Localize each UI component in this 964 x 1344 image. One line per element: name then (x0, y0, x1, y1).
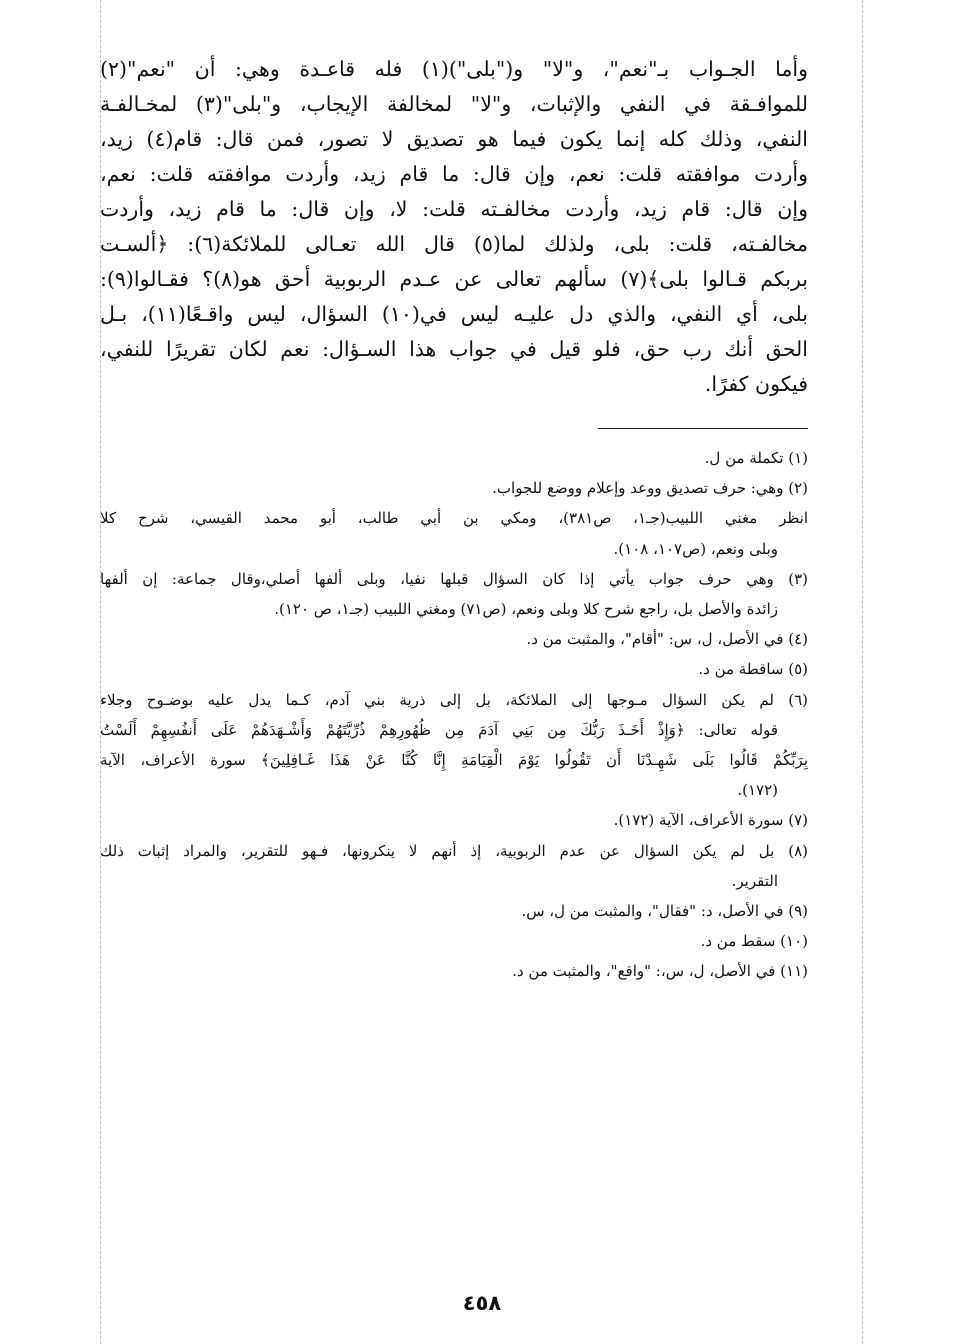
main-line: الحق أنك رب حق، فلو قيل في جواب هذا السـؤال: نعم لكان تقريرًا للنفي، (100, 337, 808, 361)
main-line: بربكم قـالوا بلى﴾(٧) سألهم تعالى عن عـدم الربوبية أحق هو(٨)؟ فقـالوا(٩): (100, 267, 808, 291)
footnote-line: (٤) في الأصل، ل، س: "أقام"، والمثبت من د. (526, 630, 808, 649)
main-line: وإن قال: قام زيد، وأردت مخالفـته قلت: لا، وإن قال: ما قام زيد، وأردت (100, 197, 808, 221)
footnote-separator (598, 428, 808, 429)
main-line: للموافـقة في النفي والإثبات، و"لا" لمخالفة الإيجاب، و"بلى"(٣) لمخـالفـة (100, 92, 808, 116)
footnote-line: (٥) ساقطة من د. (698, 660, 808, 679)
main-line: وأردت موافقته قلت: نعم، وإن قال: ما قام زيد، وأردت موافقته قلت: نعم، (100, 162, 808, 186)
footnote-line: (١١) في الأصل، ل، س،: "واقع"، والمثبت من د. (512, 962, 808, 981)
page-content (100, 52, 808, 987)
page-number: ٤٥٨ (462, 1291, 502, 1315)
footnote-line: (٧) سورة الأعراف، الآية (١٧٢). (613, 811, 808, 830)
footnote-line: (١) تكملة من ل. (704, 449, 808, 467)
main-line: مخالفـته، قلت: بلى، ولذلك لما(٥) قال الله تعـالى للملائكة(٦): ﴿ألسـت (100, 232, 808, 256)
footnote-line: (٦) لم يكن السؤال مـوجها إلى الملائكة، بل إلى ذرية بني آدم، كـما يدل عليه بوضـوح وجلاء (100, 690, 808, 709)
main-line: فيكون كفرًا. (704, 372, 808, 396)
footnotes (100, 443, 808, 987)
footnote-line: (١٠) سقط من د. (700, 932, 808, 951)
main-line: وأما الجـواب بـ"نعم"، و"لا" و("بلى")(١) فله قاعـدة وهي: أن "نعم"(٢) (100, 57, 808, 81)
footnote-line: (٢) وهي: حرف تصديق ووعد وإعلام ووضع للجواب. (492, 479, 808, 498)
footnote-line: (٨) بل لم يكن السؤال عن عدم الربوبية، إذ أنهم لا ينكرونها، فـهو للتقرير، والمراد إثبات ذلك (100, 841, 808, 860)
scan-edge-right (862, 0, 863, 1344)
main-text (100, 52, 808, 402)
footnote-line: (١٧٢). (737, 781, 778, 800)
main-line: النفي، وذلك كله إنما يكون فيما هو تصديق لا تصور، فمن قال: قام(٤) زيد، (100, 127, 808, 151)
footnote-line: وبلى ونعم، (ص١٠٧، ١٠٨). (613, 539, 778, 558)
footnote-line: التقرير. (731, 871, 778, 890)
footnote-line: (٩) في الأصل، د: "فقال"، والمثبت من ل، س. (521, 902, 808, 921)
footnote-line: قوله تعالى: ﴿وَإِذْ أَخَـذَ رَبُّكَ مِن بَنِي آدَمَ مِن ظُهُورِهِمْ ذُرِّيَّتَهُمْ وَأَشْـهَدَهُمْ عَلَى أَنفُسِهِمْ أَلَسْتُ (100, 720, 778, 739)
footnote-line: انظر مغني اللبيب(جـ١، ص٣٨١)، ومكي بن أبي طالب، أبو محمد القيسي، شرح كلا (100, 509, 808, 528)
footnote-line: بِرَبِّكُمْ قَالُوا بَلَى شَهِـدْنَا أَن تَقُولُوا يَوْمَ الْقِيَامَةِ إِنَّا كُنَّا عَنْ هَذَا غَـافِلِينَ﴾ سورة الأعراف، الآية (100, 751, 808, 770)
footnote-line: (٣) وهي حرف جواب يأتي إذا كان السؤال قبلها نفيا، وبلى ألفها أصلي،وقال جماعة: إن ألفها (100, 569, 808, 588)
main-line: بلى، أي النفي، والذي دل عليـه ليس في(١٠) السؤال، ليس واقـعًا(١١)، بـل (100, 302, 808, 326)
footnote-line: زائدة والأصل بل، راجع شرح كلا وبلى ونعم، (ص٧١) ومغني اللبيب (جـ١، ص ١٢٠). (274, 600, 778, 619)
